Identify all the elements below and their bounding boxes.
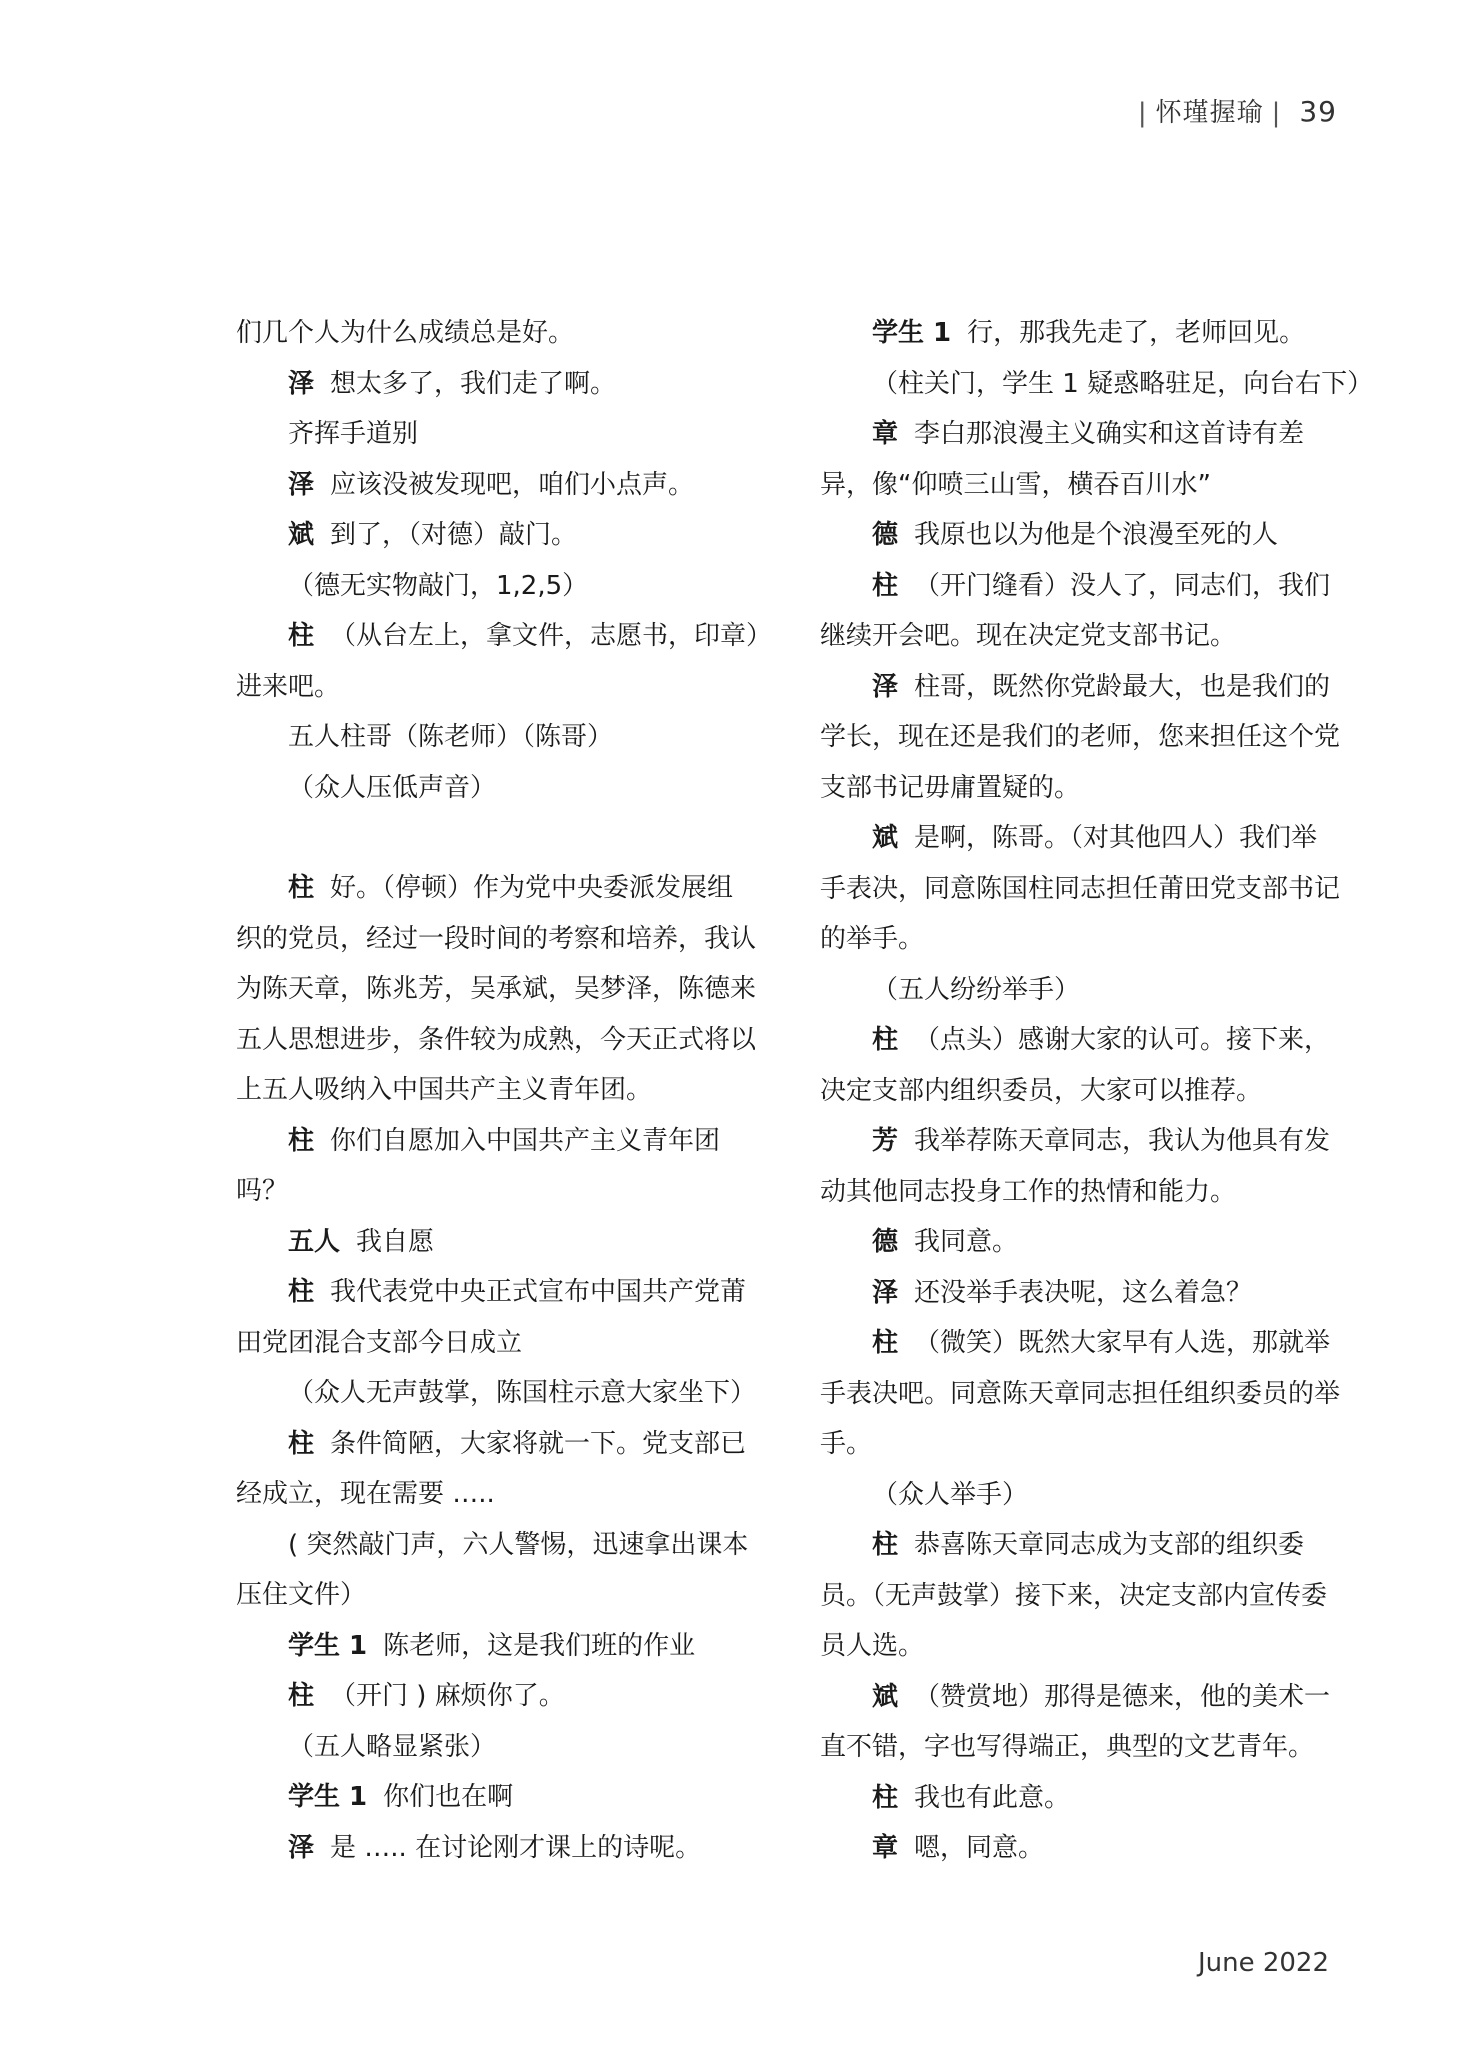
continuation-line — [820, 864, 1344, 915]
speaker-name: 泽 — [288, 469, 315, 500]
dialogue-text: （开门缝看）没人了，同志们，我们 — [914, 570, 1331, 601]
dialogue-line — [820, 308, 1344, 359]
header-divider: | — [1137, 98, 1148, 128]
line-text: 直不错，字也写得端正，典型的文艺青年。 — [820, 1732, 1315, 1762]
continuation-line — [820, 460, 1344, 511]
speaker-name: 柱 — [288, 1428, 315, 1459]
dialogue-text: 你们也在啊 — [383, 1782, 514, 1812]
dialogue-line — [820, 561, 1344, 612]
continuation-line — [820, 1571, 1344, 1622]
speaker-name: 柱 — [872, 570, 899, 601]
continuation-line — [236, 662, 760, 713]
line-text: 上五人吸纳入中国共产主义青年团。 — [236, 1075, 653, 1105]
speaker-name: 德 — [872, 1227, 899, 1257]
stage-direction — [236, 763, 760, 814]
continuation-line — [820, 763, 1344, 814]
dialogue-line — [236, 1621, 760, 1672]
dialogue-text: 想太多了，我们走了啊。 — [330, 368, 617, 399]
dialogue-text: 是 ….. 在讨论刚才课上的诗呢。 — [330, 1832, 702, 1863]
speaker-name: 学生 1 — [288, 1782, 368, 1812]
speaker-name: 泽 — [288, 1832, 315, 1863]
dialogue-line — [820, 1823, 1344, 1874]
continuation-line — [820, 1066, 1344, 1117]
speaker-name: 柱 — [288, 1125, 315, 1156]
page-number: 39 — [1299, 95, 1337, 128]
dialogue-text: （微笑）既然大家早有人选，那就举 — [914, 1328, 1331, 1358]
dialogue-text: 还没举手表决呢，这么着急？ — [914, 1277, 1253, 1308]
dialogue-line — [236, 1116, 760, 1167]
stage-direction — [236, 561, 760, 612]
line-text: 压住文件） — [236, 1580, 367, 1610]
dialogue-text: 你们自愿加入中国共产主义青年团 — [330, 1125, 721, 1156]
line-text: （德无实物敲门，1,2,5） — [288, 570, 589, 601]
dialogue-line — [820, 409, 1344, 460]
dialogue-text: （点头）感谢大家的认可。接下来， — [914, 1025, 1331, 1055]
speaker-name: 柱 — [288, 1277, 315, 1307]
dialogue-line — [820, 1268, 1344, 1319]
dialogue-text: 李白那浪漫主义确实和这首诗有差 — [914, 419, 1305, 449]
continuation-line — [236, 914, 760, 965]
line-text: 田党团混合支部今日成立 — [236, 1327, 523, 1358]
speaker-name: 学生 1 — [288, 1630, 368, 1661]
dialogue-line — [236, 359, 760, 410]
line-text: 员人选。 — [820, 1631, 925, 1661]
line-text: 员。（无声鼓掌）接下来，决定支部内宣传委 — [820, 1580, 1328, 1611]
line-text: 五人柱哥（陈老师）（陈哥） — [288, 722, 614, 752]
line-text: 的举手。 — [820, 924, 925, 954]
speaker-name: 柱 — [288, 873, 315, 903]
speaker-name: 五人 — [288, 1226, 341, 1257]
line-text: 决定支部内组织委员，大家可以推荐。 — [820, 1075, 1263, 1106]
dialogue-line — [820, 1116, 1344, 1167]
stage-direction — [236, 1520, 760, 1571]
line-text: 吗？ — [236, 1176, 289, 1206]
dialogue-line — [820, 1672, 1344, 1723]
dialogue-line — [820, 662, 1344, 713]
dialogue-line — [236, 460, 760, 511]
speaker-name: 泽 — [872, 1277, 899, 1308]
stage-direction — [820, 965, 1344, 1016]
continuation-line — [236, 964, 760, 1015]
dialogue-text: 应该没被发现吧，咱们小点声。 — [330, 469, 695, 500]
dialogue-line — [236, 1772, 760, 1823]
stage-direction — [236, 409, 760, 460]
line-text: 异，像“仰喷三山雪，横吞百川水” — [820, 469, 1211, 500]
dialogue-text: 柱哥，既然你党龄最大，也是我们的 — [914, 671, 1331, 702]
dialogue-text: 我原也以为他是个浪漫至死的人 — [914, 520, 1279, 550]
dialogue-text: （赞赏地）那得是德来，他的美术一 — [914, 1681, 1331, 1712]
section-title: 怀瑾握瑜 — [1155, 98, 1264, 128]
line-text: 手。 — [820, 1429, 873, 1459]
dialogue-line — [820, 813, 1344, 864]
stage-direction — [236, 1368, 760, 1419]
stage-direction — [820, 359, 1374, 410]
speaker-name: 柱 — [872, 1025, 899, 1055]
line-text: （五人略显紧张） — [288, 1731, 497, 1762]
dialogue-text: 到了，（对德）敲门。 — [330, 520, 578, 550]
dialogue-line — [236, 1217, 760, 1268]
speaker-name: 柱 — [288, 621, 315, 651]
dialogue-line — [820, 510, 1344, 561]
dialogue-text: 我举荐陈天章同志，我认为他具有发 — [914, 1126, 1331, 1156]
stage-direction — [236, 1722, 760, 1773]
continuation-line — [236, 1166, 760, 1217]
speaker-name: 泽 — [872, 671, 899, 702]
line-text: 学长，现在还是我们的老师，您来担任这个党 — [820, 722, 1341, 752]
line-text: 们几个人为什么成绩总是好。 — [236, 318, 575, 348]
right-column — [820, 308, 1374, 1874]
speaker-name: 柱 — [288, 1681, 315, 1711]
speaker-name: 斌 — [872, 823, 899, 853]
dialogue-line — [236, 1823, 760, 1874]
speaker-name: 学生 1 — [872, 318, 952, 348]
left-column — [236, 308, 773, 1873]
continuation-line — [820, 1167, 1344, 1218]
dialogue-text: 嗯，同意。 — [914, 1833, 1045, 1863]
running-head — [1130, 92, 1337, 129]
dialogue-text: 恭喜陈天章同志成为支部的组织委 — [914, 1530, 1305, 1560]
speaker-name: 德 — [872, 520, 899, 550]
dialogue-text: 我同意。 — [914, 1227, 1019, 1257]
dialogue-text: 行，那我先走了，老师回见。 — [967, 318, 1306, 348]
continuation-line — [820, 914, 1344, 965]
line-text: （众人压低声音） — [288, 772, 497, 803]
line-text: 齐挥手道别 — [288, 419, 419, 449]
speaker-name: 柱 — [872, 1328, 899, 1358]
speaker-name: 芳 — [872, 1126, 899, 1156]
blank-line — [236, 813, 760, 863]
dialogue-text: 我代表党中央正式宣布中国共产党莆 — [330, 1277, 747, 1307]
dialogue-line — [820, 1520, 1344, 1571]
line-text: （众人无声鼓掌，陈国柱示意大家坐下） — [288, 1378, 757, 1408]
line-text: 支部书记毋庸置疑的。 — [820, 772, 1081, 803]
speaker-name: 斌 — [288, 520, 315, 550]
speaker-name: 柱 — [872, 1530, 899, 1560]
dialogue-text: 条件简陋，大家将就一下。党支部已 — [330, 1428, 747, 1459]
speaker-name: 斌 — [872, 1681, 899, 1712]
speaker-name: 柱 — [872, 1782, 899, 1813]
line-text: （柱关门，学生 1 疑惑略驻足，向台右下） — [872, 368, 1374, 399]
dialogue-text: （开门 ) 麻烦你了。 — [330, 1681, 565, 1711]
continuation-line — [820, 1722, 1344, 1773]
issue-date: June 2022 — [1197, 1948, 1329, 1978]
line-text: 五人思想进步，条件较为成熟，今天正式将以 — [236, 1024, 757, 1055]
line-text: ( 突然敲门声，六人警惕，迅速拿出课本 — [288, 1529, 749, 1560]
dialogue-line — [820, 1318, 1344, 1369]
dialogue-line — [820, 1773, 1344, 1824]
stage-direction — [820, 1470, 1344, 1521]
dialogue-line — [236, 510, 760, 561]
dialogue-text: 我也有此意。 — [914, 1782, 1071, 1813]
dialogue-text: 我自愿 — [356, 1226, 435, 1257]
line-text: 手表决吧。同意陈天章同志担任组织委员的举 — [820, 1378, 1341, 1409]
line-text: 继续开会吧。现在决定党支部书记。 — [820, 621, 1237, 651]
line-text: （五人纷纷举手） — [872, 974, 1081, 1005]
dialogue-line — [820, 1217, 1344, 1268]
header-divider: | — [1271, 98, 1282, 128]
continuation-line — [236, 1570, 760, 1621]
dialogue-line — [236, 611, 773, 662]
line-text: 经成立，现在需要 ….. — [236, 1479, 495, 1509]
speaker-name: 章 — [872, 419, 899, 449]
dialogue-line — [236, 1267, 760, 1318]
line-text: （众人举手） — [872, 1479, 1029, 1510]
continuation-line — [820, 611, 1344, 662]
dialogue-line — [236, 1419, 760, 1470]
line-text: 手表决，同意陈国柱同志担任莆田党支部书记 — [820, 873, 1341, 904]
dialogue-text: 好。（停顿）作为党中央委派发展组 — [330, 873, 734, 903]
dialogue-line — [236, 863, 760, 914]
speaker-name: 章 — [872, 1833, 899, 1863]
continuation-line — [236, 1065, 760, 1116]
continuation-line — [236, 308, 760, 359]
continuation-line — [820, 712, 1344, 763]
dialogue-line — [820, 1015, 1344, 1066]
continuation-line — [236, 1469, 760, 1520]
continuation-line — [820, 1621, 1344, 1672]
line-text: 动其他同志投身工作的热情和能力。 — [820, 1176, 1237, 1207]
dialogue-text: 陈老师，这是我们班的作业 — [383, 1630, 696, 1661]
stage-direction — [236, 712, 760, 763]
continuation-line — [236, 1015, 760, 1066]
continuation-line — [820, 1369, 1344, 1420]
dialogue-text: 是啊，陈哥。（对其他四人）我们举 — [914, 823, 1318, 853]
line-text: 进来吧。 — [236, 671, 341, 702]
line-text: 为陈天章，陈兆芳，吴承斌，吴梦泽，陈德来 — [236, 974, 757, 1004]
speaker-name: 泽 — [288, 368, 315, 399]
dialogue-line — [236, 1671, 760, 1722]
dialogue-text: （从台左上，拿文件，志愿书，印章） — [330, 621, 773, 651]
continuation-line — [820, 1419, 1344, 1470]
continuation-line — [236, 1318, 760, 1369]
line-text: 织的党员，经过一段时间的考察和培养，我认 — [236, 923, 757, 954]
